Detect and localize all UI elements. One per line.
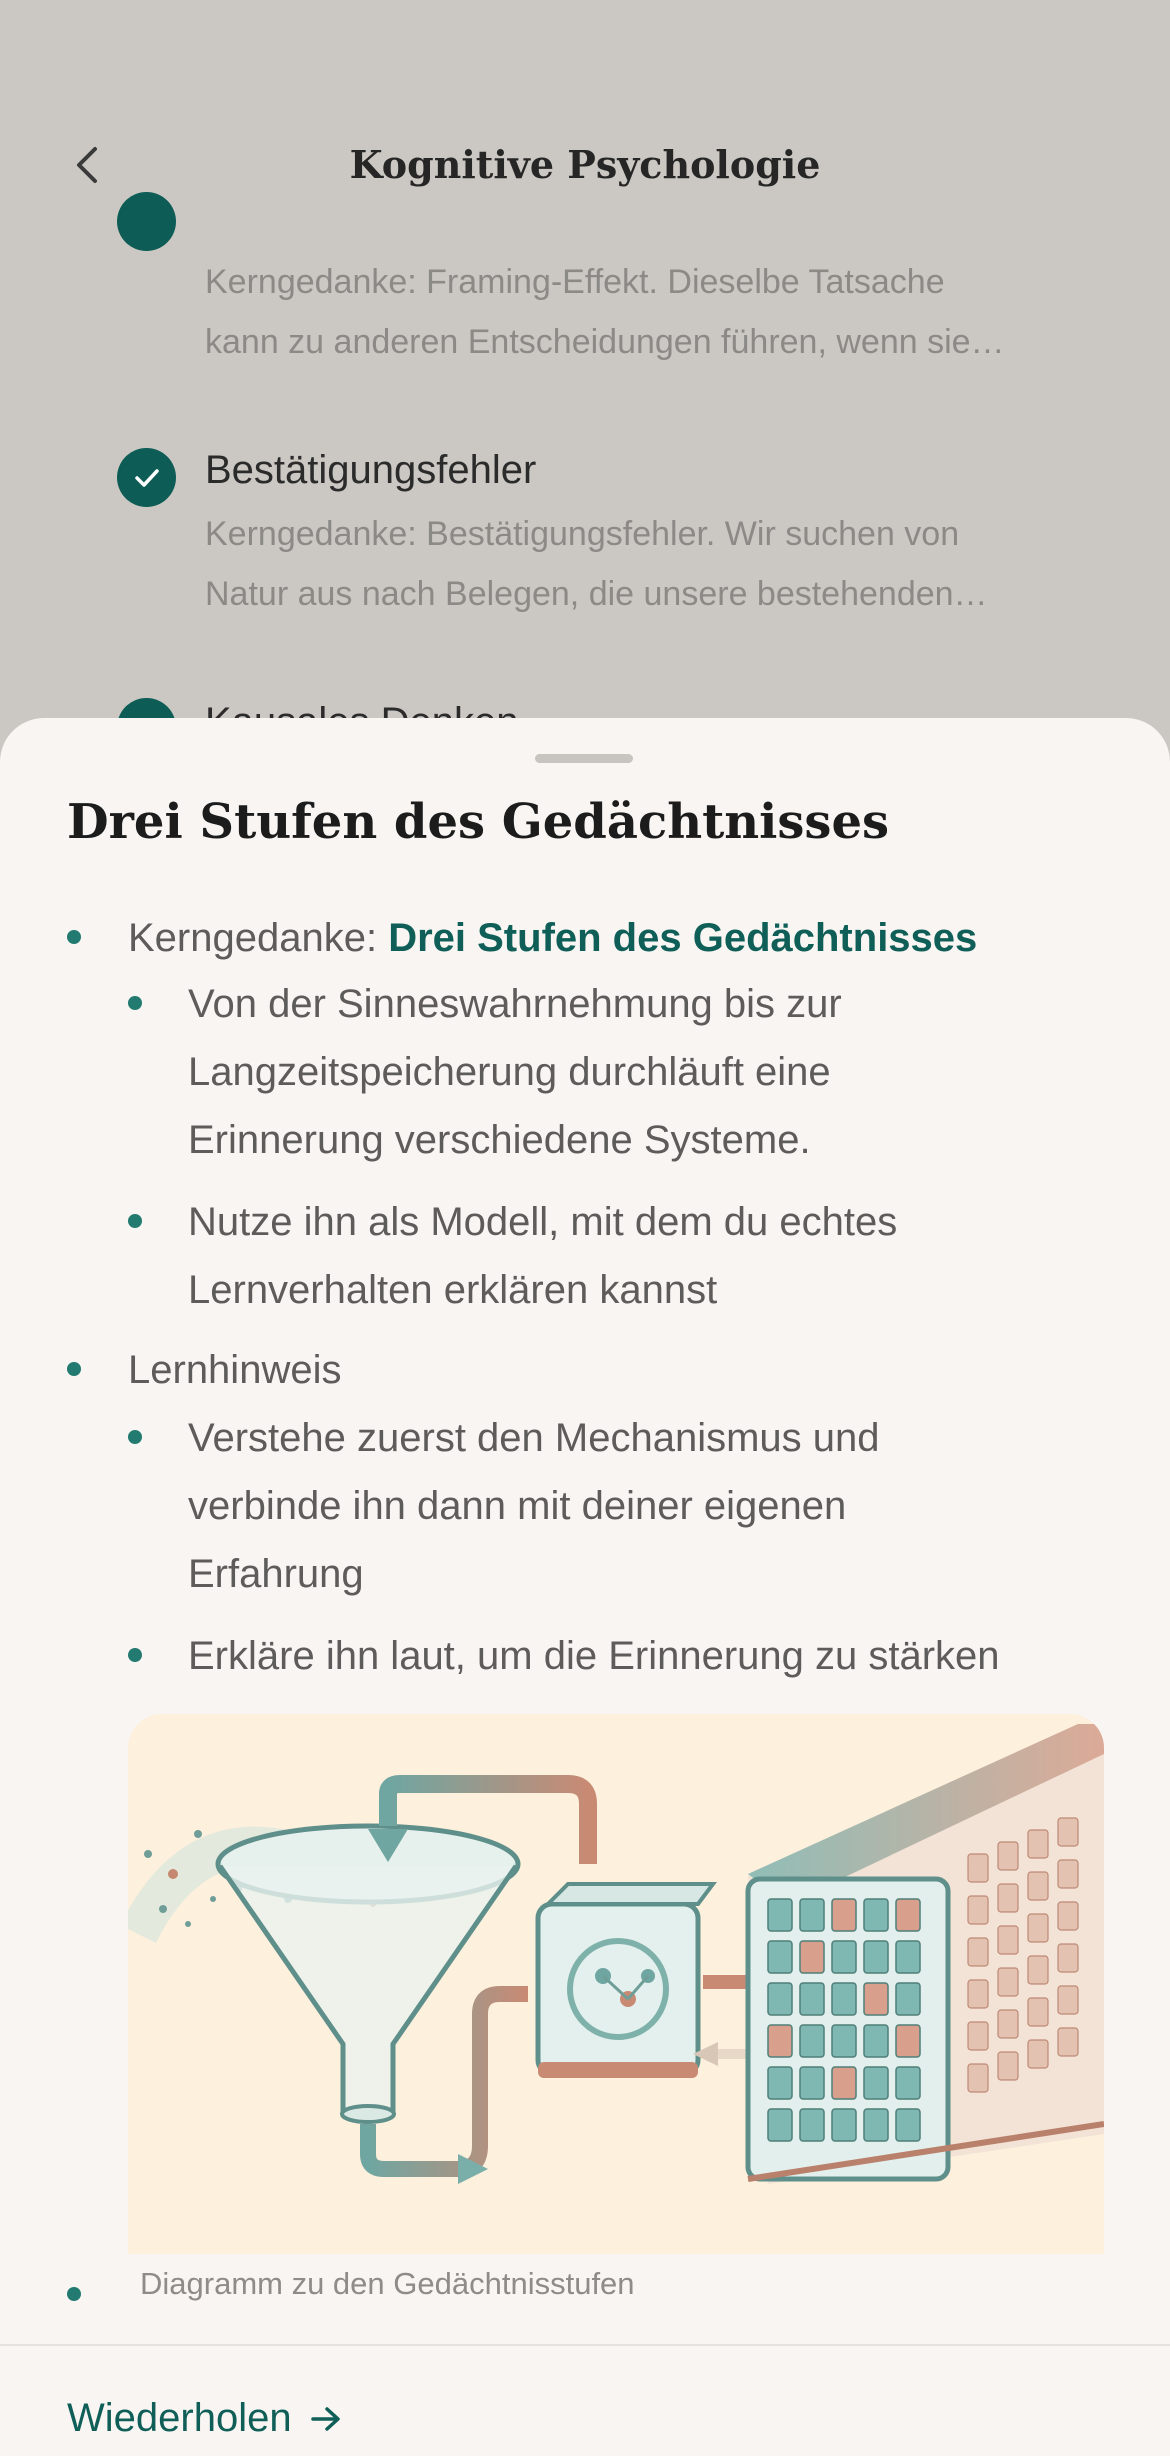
sheet-title: Drei Stufen des Gedächtnisses xyxy=(67,794,889,850)
bottom-sheet xyxy=(0,718,1170,2456)
core-idea-highlight: Drei Stufen des Gedächtnisses xyxy=(388,916,978,960)
list-item-core-idea: Kerngedanke: Drei Stufen des Gedächtnisses xyxy=(128,916,978,960)
list-item-tip: Lernhinweis xyxy=(128,1348,342,1392)
divider xyxy=(0,2344,1170,2346)
lesson-title: Bestätigungsfehler xyxy=(205,448,537,492)
review-label: Wiederholen xyxy=(67,2396,292,2440)
lesson-description: Kerngedanke: Framing-Effekt. Dieselbe Tatsache kann zu anderen Entscheidungen führen, wenn sie… xyxy=(205,263,1005,361)
memory-stages-illustration xyxy=(128,1714,1104,2254)
lesson-list-screen xyxy=(0,0,1170,760)
list-item-sub: Erkläre ihn laut, um die Erinnerung zu stärken xyxy=(188,1634,1000,1678)
page-title: Kognitive Psychologie xyxy=(349,142,821,187)
bullet-dot xyxy=(67,2287,81,2301)
image-caption: Diagramm zu den Gedächtnisstufen xyxy=(140,2266,635,2301)
list-item-sub: Verstehe zuerst den Mechanismus und verbinde ihn dann mit deiner eigenen Erfahrung xyxy=(188,1416,880,1596)
list-item-sub: Nutze ihn als Modell, mit dem du echtes Lernverhalten erklären kannst xyxy=(188,1200,898,1312)
bullet-dot xyxy=(67,930,81,944)
bullet-dot xyxy=(128,1648,142,1662)
memory-diagram-graphic xyxy=(128,1714,1104,2254)
completed-check xyxy=(117,192,176,251)
bullet-dot xyxy=(128,1214,142,1228)
check-icon xyxy=(134,468,160,488)
bullet-dot xyxy=(128,1430,142,1444)
lesson-description: Kerngedanke: Bestätigungsfehler. Wir suchen von Natur aus nach Belegen, die unsere bestehenden… xyxy=(205,515,988,613)
list-item-sub: Von der Sinneswahrnehmung bis zur Langzeitspeicherung durchläuft eine Erinnerung verschiedene Systeme. xyxy=(188,982,842,1162)
completed-check xyxy=(117,448,176,507)
arrow-right-icon xyxy=(310,2404,342,2434)
review-button[interactable] xyxy=(67,2396,342,2441)
bullet-dot xyxy=(67,1362,81,1376)
bullet-dot xyxy=(128,996,142,1010)
sheet-drag-handle[interactable] xyxy=(535,754,633,763)
